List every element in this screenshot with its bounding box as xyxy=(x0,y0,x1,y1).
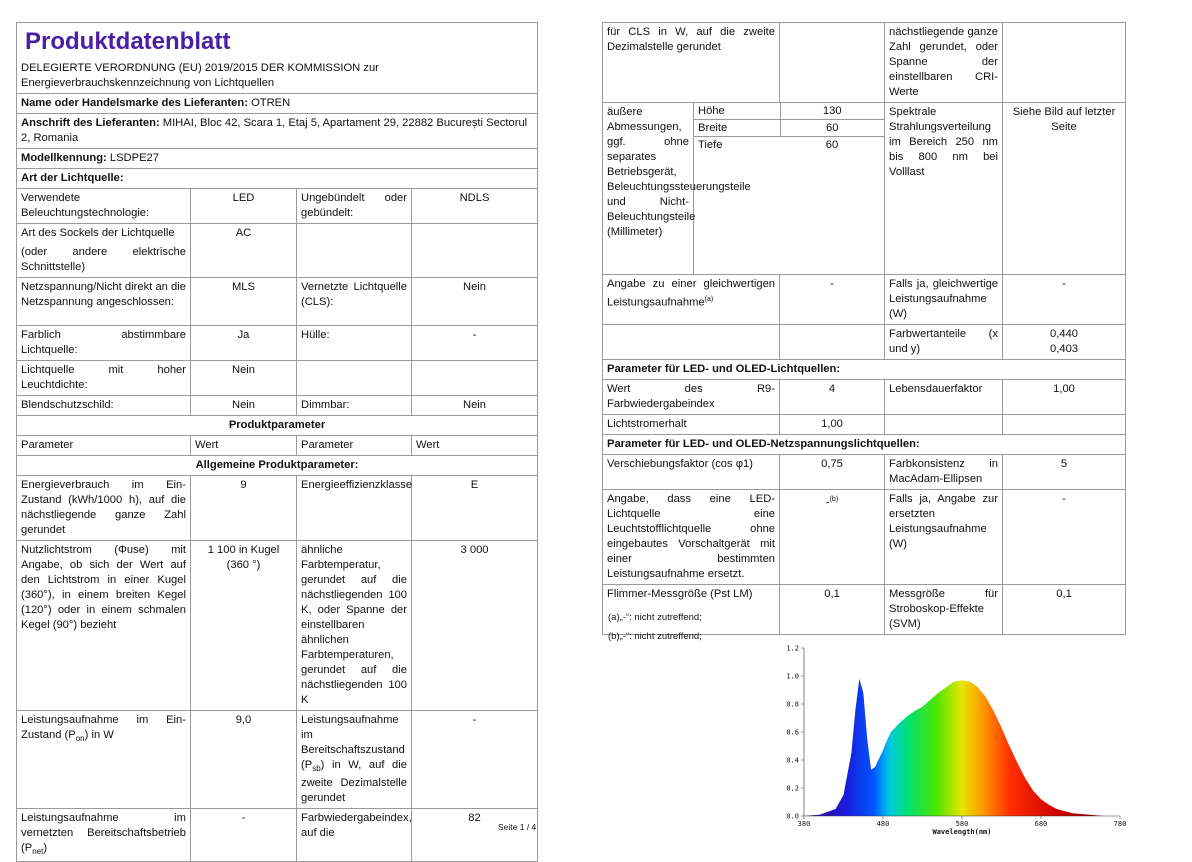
dimensions-label: äußere Abmessungen, ggf. ohne separates Betriebsgerät, Beleuchtungssteuerungsteile und Nicht-Beleuchtungsteile (Millimeter) xyxy=(603,103,694,275)
row-label: Angabe, dass eine LED-Lichtquelle eine Leuchtstofflichtquelle ohne eingebautes Vorschaltgerät mit einer bestimmten Leistungsaufnahme ersetzt. xyxy=(603,490,780,585)
table-row xyxy=(17,711,538,809)
product-params-heading: Produktparameter xyxy=(17,416,538,436)
dimension-value: 60 xyxy=(780,120,884,137)
column-header: Wert xyxy=(412,436,538,456)
y-tick-label: 1.2 xyxy=(786,644,799,653)
row-label: ähnliche Farbtemperatur, gerundet auf die nächstliegenden 100 K, oder Spanne der einstellbaren ähnlichen Farbtemperaturen, gerundet auf die nächstliegenden 100 K xyxy=(297,541,412,711)
row-value: LED xyxy=(191,189,297,224)
row-value xyxy=(1003,325,1126,360)
page-title: Produktdatenblatt xyxy=(25,28,231,55)
dimension-value: 60 xyxy=(825,139,839,151)
dimension-name: Tiefe xyxy=(698,139,723,151)
supplier-address-value: MIHAI, Bloc 42, Scara 1, Etaj 5, Apartament 29, 22882 București Sectorul 2, Romania xyxy=(21,117,528,144)
supplier-name-label: Name oder Handelsmarke des Lieferanten: xyxy=(21,97,248,109)
table-row xyxy=(17,326,538,361)
label-part: Leistungsaufnahme im Ein-Zustand (P xyxy=(21,714,186,741)
row-value: Nein xyxy=(412,278,538,326)
row-value: - xyxy=(191,809,297,862)
row-label xyxy=(297,711,412,809)
right-datasheet-table xyxy=(602,22,1126,635)
row-value: 4 xyxy=(780,380,885,415)
row-label: Energieeffizienzklasse xyxy=(297,476,412,541)
row-label xyxy=(297,224,412,278)
row-value: AC xyxy=(191,224,297,278)
left-datasheet-table xyxy=(16,22,538,862)
row-label: Falls ja, gleichwertige Leistungsaufnahme (W) xyxy=(885,275,1003,325)
dimension-name: Breite xyxy=(694,120,780,137)
row-value: Nein xyxy=(412,396,538,416)
dimension-row xyxy=(694,103,884,120)
y-tick-label: 0.6 xyxy=(786,728,799,737)
row-value: Nein xyxy=(191,361,297,396)
spectrum-area xyxy=(804,679,1120,816)
x-tick-label: 580 xyxy=(955,820,969,828)
y-tick-label: 0.8 xyxy=(786,700,799,709)
row-value: 9 xyxy=(191,476,297,541)
table-row xyxy=(17,278,538,326)
chroma-x: 0,440 xyxy=(1050,328,1079,340)
model-value: LSDPE27 xyxy=(109,152,160,164)
dimension-row xyxy=(694,120,884,137)
replace-value: - xyxy=(825,496,830,509)
row-value xyxy=(780,490,885,585)
column-header: Parameter xyxy=(297,436,412,456)
row-label xyxy=(17,711,191,809)
y-tick-label: 1.0 xyxy=(786,672,799,681)
x-tick-label: 780 xyxy=(1113,820,1127,828)
table-row xyxy=(603,275,1126,325)
table-row xyxy=(17,809,538,862)
row-label: Farbwertanteile (x und y) xyxy=(885,325,1003,360)
dimension-row xyxy=(694,137,884,154)
row-value: - xyxy=(1003,490,1126,585)
label-part: ) in W xyxy=(84,729,114,741)
source-type-heading: Art der Lichtquelle: xyxy=(17,169,538,189)
x-axis-label: Wavelength(nm) xyxy=(932,828,992,836)
footnote-mark: (b) xyxy=(608,631,620,642)
led-params-heading: Parameter für LED- und OLED-Lichtquellen: xyxy=(603,360,1126,380)
row-value: - xyxy=(780,275,885,325)
y-tick-label: 0.0 xyxy=(786,812,799,821)
row-value: 1,00 xyxy=(780,415,885,435)
socket-label: Art des Sockels der Lichtquelle xyxy=(21,227,175,239)
row-label: Farbwiedergabeindex, auf die xyxy=(297,809,412,862)
empty-cell xyxy=(780,325,885,360)
row-value: Nein xyxy=(191,396,297,416)
row-value: MLS xyxy=(191,278,297,326)
label-part: ) xyxy=(43,842,48,855)
row-value: 0,75 xyxy=(780,455,885,490)
y-tick-label: 0.4 xyxy=(786,756,799,765)
row-value: 82 xyxy=(412,809,538,862)
table-row xyxy=(603,325,1126,360)
supplier-name-value: OTREN xyxy=(251,97,291,109)
row-label: Blendschutzschild: xyxy=(17,396,191,416)
row-value xyxy=(780,23,885,103)
row-label: Wert des R9-Farbwiedergabeindex xyxy=(603,380,780,415)
row-label xyxy=(17,224,191,278)
row-label: Flimmer-Messgröße (Pst LM) xyxy=(603,585,780,635)
row-label: Farbkonsistenz in MacAdam-Ellipsen xyxy=(885,455,1003,490)
table-row xyxy=(603,490,1126,585)
row-value: 9,0 xyxy=(191,711,297,809)
row-value: - xyxy=(412,326,538,361)
supplier-address-row xyxy=(17,114,538,149)
label-part: Leistungsaufnahme im vernetzten Bereitschaftsbetrieb (P xyxy=(21,812,186,855)
row-value: NDLS xyxy=(412,189,538,224)
table-row xyxy=(603,455,1126,490)
table-row xyxy=(603,415,1126,435)
row-value: 0,1 xyxy=(780,585,885,635)
page-number: Seite 1 / 4 xyxy=(498,822,537,832)
row-value: 0,1 xyxy=(1003,585,1126,635)
table-row xyxy=(603,380,1126,415)
row-label: Dimmbar: xyxy=(297,396,412,416)
column-header-row xyxy=(17,436,538,456)
chart-plot xyxy=(786,645,1126,829)
footnote-mark: (a) xyxy=(608,612,620,623)
table-row xyxy=(17,224,538,278)
row-label: Hülle: xyxy=(297,326,412,361)
table-row xyxy=(17,189,538,224)
row-label xyxy=(603,275,780,325)
model-label: Modellkennung: xyxy=(21,152,107,164)
label-part: ) in W, auf die zweite Dezimalstelle gerundet xyxy=(301,759,407,805)
empty-cell xyxy=(1003,415,1126,435)
general-params-heading: Allgemeine Produktparameter: xyxy=(17,456,538,476)
footnote-mark: (b) xyxy=(829,496,839,503)
spectrum-chart xyxy=(758,640,1130,840)
x-tick-label: 380 xyxy=(797,820,811,828)
row-label: für CLS in W, auf die zweite Dezimalstelle gerundet xyxy=(603,23,780,103)
row-value: Ja xyxy=(191,326,297,361)
socket-label-sub: (oder andere elektrische Schnittstelle) xyxy=(21,246,186,273)
row-label: Verschiebungsfaktor (cos φ1) xyxy=(603,455,780,490)
row-label: Vernetzte Lichtquelle (CLS): xyxy=(297,278,412,326)
row-value xyxy=(412,224,538,278)
table-row xyxy=(17,541,538,711)
table-row xyxy=(603,23,1126,103)
supplier-name-row xyxy=(17,94,538,114)
label-part: Leistungsaufnahme im Bereitschaftszustand (P xyxy=(301,714,405,771)
label-subscript: sb xyxy=(312,764,321,774)
table-row xyxy=(17,476,538,541)
row-value: 1,00 xyxy=(1003,380,1126,415)
spd-label: Spektrale Strahlungsverteilung im Bereich 250 nm bis 800 nm bei Volllast xyxy=(885,103,1003,275)
footnote xyxy=(608,627,702,646)
footnote-mark: (a) xyxy=(704,296,714,303)
mains-params-heading: Parameter für LED- und OLED-Netzspannungslichtquellen: xyxy=(603,435,1126,455)
y-tick-label: 0.2 xyxy=(786,784,799,793)
row-value xyxy=(1003,23,1126,103)
spd-value: Siehe Bild auf letzter Seite xyxy=(1003,103,1126,275)
row-value: 1 100 in Kugel (360 °) xyxy=(191,541,297,711)
row-label: Lichtstromerhalt xyxy=(603,415,780,435)
row-label xyxy=(297,361,412,396)
footnote xyxy=(608,608,702,627)
empty-cell xyxy=(885,415,1003,435)
column-header: Wert xyxy=(191,436,297,456)
dimensions-table xyxy=(694,103,884,153)
row-label: Energieverbrauch im Ein-Zustand (kWh/1000 h), auf die nächstliegende ganze Zahl gerundet xyxy=(17,476,191,541)
model-row xyxy=(17,149,538,169)
row-label: Ungebündelt oder gebündelt: xyxy=(297,189,412,224)
label-subscript: on xyxy=(75,734,85,744)
row-label xyxy=(17,809,191,862)
row-label: Nutzlichtstrom (Φuse) mit Angabe, ob sich der Wert auf den Lichtstrom in einer Kugel (360°), in einem breiten Kegel (120°) oder in einem schmalen Kegel (90°) bezieht xyxy=(17,541,191,711)
supplier-address-label: Anschrift des Lieferanten: xyxy=(21,117,160,129)
equiv-label: Angabe zu einer gleichwertigen Leistungsaufnahme xyxy=(607,278,776,309)
row-value: - xyxy=(1003,275,1126,325)
row-label: Lebensdauerfaktor xyxy=(885,380,1003,415)
footnote-text: „-“: nicht zutreffend; xyxy=(619,612,702,623)
row-value: 5 xyxy=(1003,455,1126,490)
row-value xyxy=(412,361,538,396)
chroma-y: 0,403 xyxy=(1050,343,1079,355)
row-label: nächstliegende ganze Zahl gerundet, oder Spanne der einstellbaren CRI-Werte xyxy=(885,23,1003,103)
empty-cell xyxy=(603,325,780,360)
row-value: E xyxy=(412,476,538,541)
footnote-text: „-“: nicht zutreffend; xyxy=(619,631,702,642)
label-subscript: net xyxy=(32,847,44,857)
table-row xyxy=(17,396,538,416)
regulation-text: DELEGIERTE VERORDNUNG (EU) 2019/2015 DER KOMMISSION zur Energieverbrauchskennzeichnung von Lichtquellen xyxy=(17,59,538,94)
x-tick-label: 680 xyxy=(1034,820,1048,828)
row-label: Verwendete Beleuchtungstechnologie: xyxy=(17,189,191,224)
row-value: - xyxy=(412,711,538,809)
table-row xyxy=(603,103,1126,275)
x-tick-label: 480 xyxy=(876,820,890,828)
row-value: 3 000 xyxy=(412,541,538,711)
column-header: Parameter xyxy=(17,436,191,456)
row-label: Farblich abstimmbare Lichtquelle: xyxy=(17,326,191,361)
row-label: Falls ja, Angabe zur ersetzten Leistungsaufnahme (W) xyxy=(885,490,1003,585)
row-label: Messgröße für Stroboskop-Effekte (SVM) xyxy=(885,585,1003,635)
row-label: Lichtquelle mit hoher Leuchtdichte: xyxy=(17,361,191,396)
dimension-name: Höhe xyxy=(694,103,780,120)
row-label: Netzspannung/Nicht direkt an die Netzspannung angeschlossen: xyxy=(17,278,191,326)
footnotes xyxy=(608,608,702,646)
table-row xyxy=(17,361,538,396)
dimension-value: 130 xyxy=(780,103,884,120)
